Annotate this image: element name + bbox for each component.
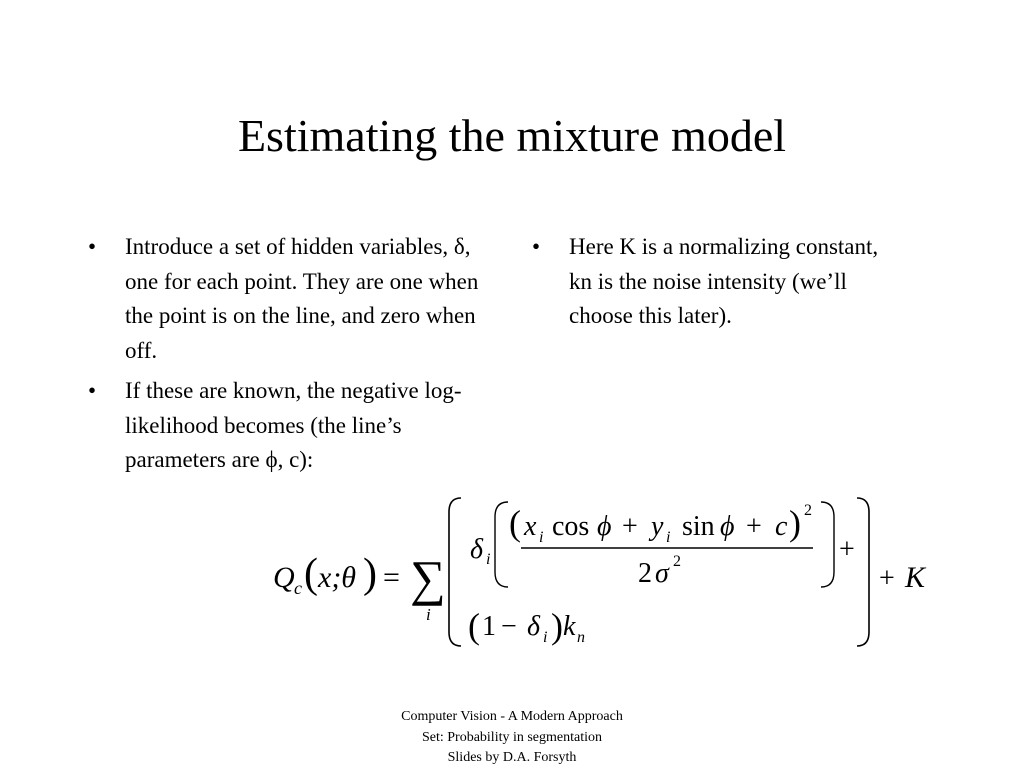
phi-symbol-sin: ϕ: [720, 511, 735, 542]
bullet-text: Here K is a normalizing constant, kn is the noise intensity (we’ll choose this later).: [569, 234, 879, 328]
bullet-item-normalizing-constant: [532, 230, 892, 334]
numerator-paren-open: (: [509, 503, 521, 543]
numerator-paren-close: ): [789, 503, 801, 543]
constant-k: K: [905, 561, 926, 594]
footer-line-author: Slides by D.A. Forsyth: [447, 750, 577, 765]
log-likelihood-equation: [265, 490, 945, 655]
sin-function: sin: [682, 511, 715, 542]
minus-sign: −: [501, 611, 517, 642]
second-row-one: 1: [482, 611, 496, 642]
slide-title: Estimating the mixture model: [237, 110, 787, 161]
equals-sign: =: [383, 561, 400, 594]
second-row-paren-open: (: [468, 606, 480, 646]
inner-right-bracket: [821, 502, 834, 587]
bullet-marker: •: [532, 234, 541, 259]
numerator-x-subscript: i: [539, 529, 544, 546]
footer-line-set: Set: Probability in segmentation: [421, 729, 603, 745]
left-paren-open: (: [304, 551, 318, 597]
outer-right-bracket: [857, 498, 869, 646]
bullet-item-hidden-variables: [88, 230, 508, 368]
numerator-exponent: 2: [804, 502, 812, 519]
lhs-arguments: x;θ: [318, 561, 357, 594]
k-subscript: n: [577, 629, 585, 646]
numerator-y: y: [651, 511, 664, 542]
second-row-paren-close: ): [551, 606, 563, 646]
plus-sign-numerator-2: +: [746, 511, 762, 542]
numerator-y-subscript: i: [666, 529, 671, 546]
left-bullet-list: [88, 230, 508, 484]
summation-index: i: [426, 605, 431, 624]
delta-subscript: i: [486, 551, 491, 568]
numerator-x: x: [524, 511, 537, 542]
summation-symbol: ∑: [410, 550, 446, 606]
bullet-marker: •: [88, 234, 97, 259]
delta-symbol: δ: [470, 534, 484, 565]
bullet-marker: •: [88, 378, 97, 403]
q-subscript: c: [294, 578, 302, 598]
q-symbol: Q: [273, 561, 295, 594]
delta-subscript-row-two: i: [543, 629, 548, 646]
c-symbol: c: [775, 511, 788, 542]
sigma-symbol: σ: [655, 558, 669, 589]
equation-graphic: [265, 490, 945, 655]
bullet-text: Introduce a set of hidden variables, δ, one for each point. They are one when the point is on the line, and zero when off.: [125, 234, 479, 363]
right-bullet-list: [532, 230, 892, 340]
plus-sign-numerator-1: +: [622, 511, 638, 542]
denominator-exponent: 2: [673, 553, 681, 570]
phi-symbol-cos: ϕ: [597, 511, 612, 542]
denominator-coefficient: 2: [638, 558, 652, 589]
k-symbol: k: [563, 611, 576, 642]
outer-left-bracket: [449, 498, 461, 646]
bullet-text: If these are known, the negative log-likelihood becomes (the line’s parameters are ϕ, c):: [125, 378, 462, 472]
cos-function: cos: [552, 511, 590, 542]
plus-sign-constant: +: [879, 563, 895, 594]
inner-left-bracket: [495, 502, 508, 587]
plus-sign-row: +: [839, 534, 855, 565]
delta-symbol-row-two: δ: [527, 611, 541, 642]
footer-line-book: Computer Vision - A Modern Approach: [401, 709, 623, 724]
slide-footer: [0, 707, 1024, 769]
left-paren-close: ): [363, 551, 377, 597]
bullet-item-negative-log-likelihood: [88, 374, 508, 478]
